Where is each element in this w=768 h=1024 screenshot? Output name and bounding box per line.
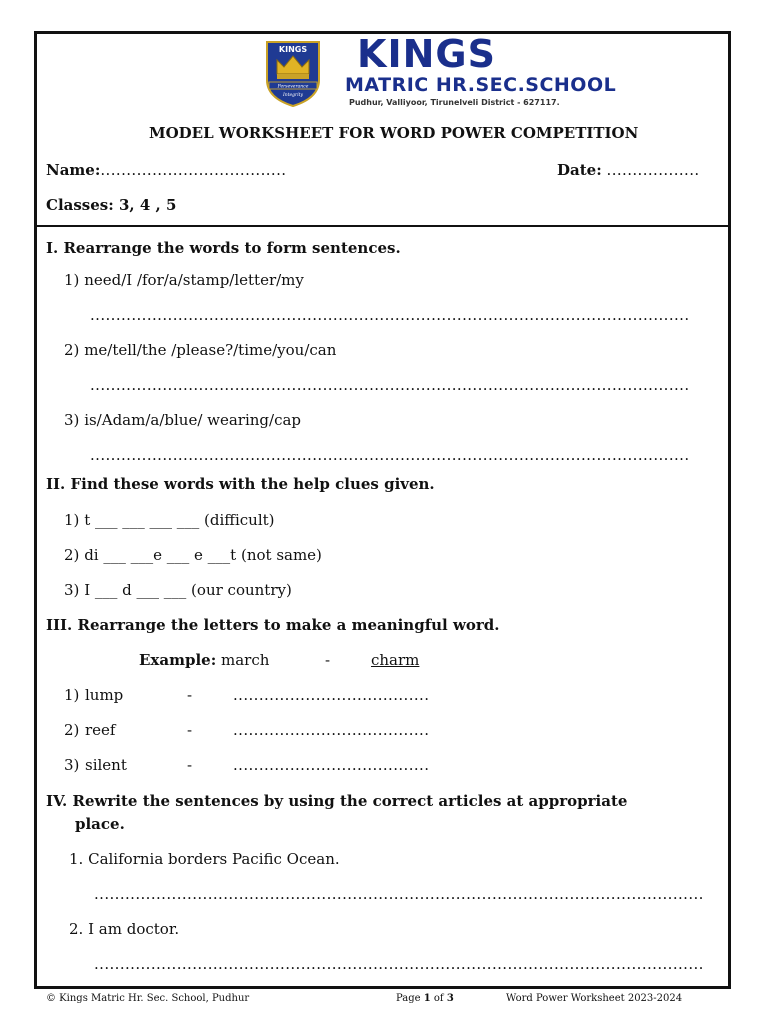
section3-item-3-word: silent (85, 756, 127, 774)
section1-answer-2[interactable]: .................................................................................................................... (90, 376, 690, 394)
date-label: Date: (557, 161, 602, 179)
section3-answer-2[interactable]: ...................................... (233, 721, 430, 739)
section4-heading-2: place. (75, 815, 125, 833)
section1-item-2: 2) me/tell/the /please?/time/you/can (64, 341, 337, 359)
section3-heading: III. Rearrange the letters to make a meaningful word. (46, 616, 500, 634)
section3-item-2-dash: - (187, 721, 193, 739)
school-logo-icon (263, 40, 323, 108)
section3-item-2-word: reef (85, 721, 116, 739)
section1-heading: I. Rearrange the words to form sentences. (46, 239, 401, 257)
example-label: Example: (139, 651, 217, 669)
footer-copyright: © Kings Matric Hr. Sec. School, Pudhur (46, 993, 250, 1004)
example-word: march (221, 651, 270, 669)
section3-item-3-num: 3) (64, 756, 80, 774)
section2-item-1: 1) t ___ ___ ___ ___ (difficult) (64, 511, 275, 529)
school-name: KINGS (357, 32, 496, 76)
section4-answer-2[interactable]: ...................................................................................................................... (94, 955, 704, 973)
worksheet-frame (34, 31, 731, 989)
name-dots: .................................... (100, 161, 287, 179)
section4-heading-1: IV. Rewrite the sentences by using the correct articles at appropriate (46, 792, 628, 810)
section4-item-1: 1. California borders Pacific Ocean. (69, 850, 340, 868)
example-answer: charm (371, 651, 420, 669)
example-dash: - (325, 651, 331, 669)
section2-heading: II. Find these words with the help clues given. (46, 475, 435, 493)
example-row (139, 651, 269, 669)
section3-answer-1[interactable]: ...................................... (233, 686, 430, 704)
section1-item-3: 3) is/Adam/a/blue/ wearing/cap (64, 411, 302, 429)
name-label: Name: (46, 161, 101, 179)
footer-page-number: Page 1 of 3 (396, 993, 454, 1004)
logo-motto-1: Perseverance (277, 84, 309, 90)
school-address: Pudhur, Valliyoor, Tirunelveli District - 627117. (349, 98, 560, 107)
school-subtitle: MATRIC HR.SEC.SCHOOL (345, 74, 617, 96)
section2-item-2: 2) di ___ ___e ___ e ___t (not same) (64, 546, 322, 564)
section4-item-2: 2. I am doctor. (69, 920, 180, 938)
section3-item-1-dash: - (187, 686, 193, 704)
section3-item-3-dash: - (187, 756, 193, 774)
date-dots: .................. (606, 161, 700, 179)
section1-answer-1[interactable]: .................................................................................................................... (90, 306, 690, 324)
name-field[interactable] (46, 161, 286, 179)
section2-item-3: 3) I ___ d ___ ___ (our country) (64, 581, 292, 599)
section1-item-1: 1) need/I /for/a/stamp/letter/my (64, 271, 304, 289)
logo-motto-2: Integrity (283, 93, 303, 98)
section3-item-1-num: 1) (64, 686, 80, 704)
section1-answer-3[interactable]: .................................................................................................................... (90, 446, 690, 464)
section3-item-2-num: 2) (64, 721, 80, 739)
date-field[interactable] (557, 161, 700, 179)
classes-label: Classes: 3, 4 , 5 (46, 196, 177, 214)
section3-item-1-word: lump (85, 686, 124, 704)
header-divider (37, 225, 728, 227)
logo-text: KINGS (278, 45, 308, 54)
section3-answer-3[interactable]: ...................................... (233, 756, 430, 774)
worksheet-title: MODEL WORKSHEET FOR WORD POWER COMPETITION (149, 124, 639, 142)
section4-answer-1[interactable]: ...................................................................................................................... (94, 885, 704, 903)
footer-title: Word Power Worksheet 2023-2024 (506, 993, 683, 1004)
